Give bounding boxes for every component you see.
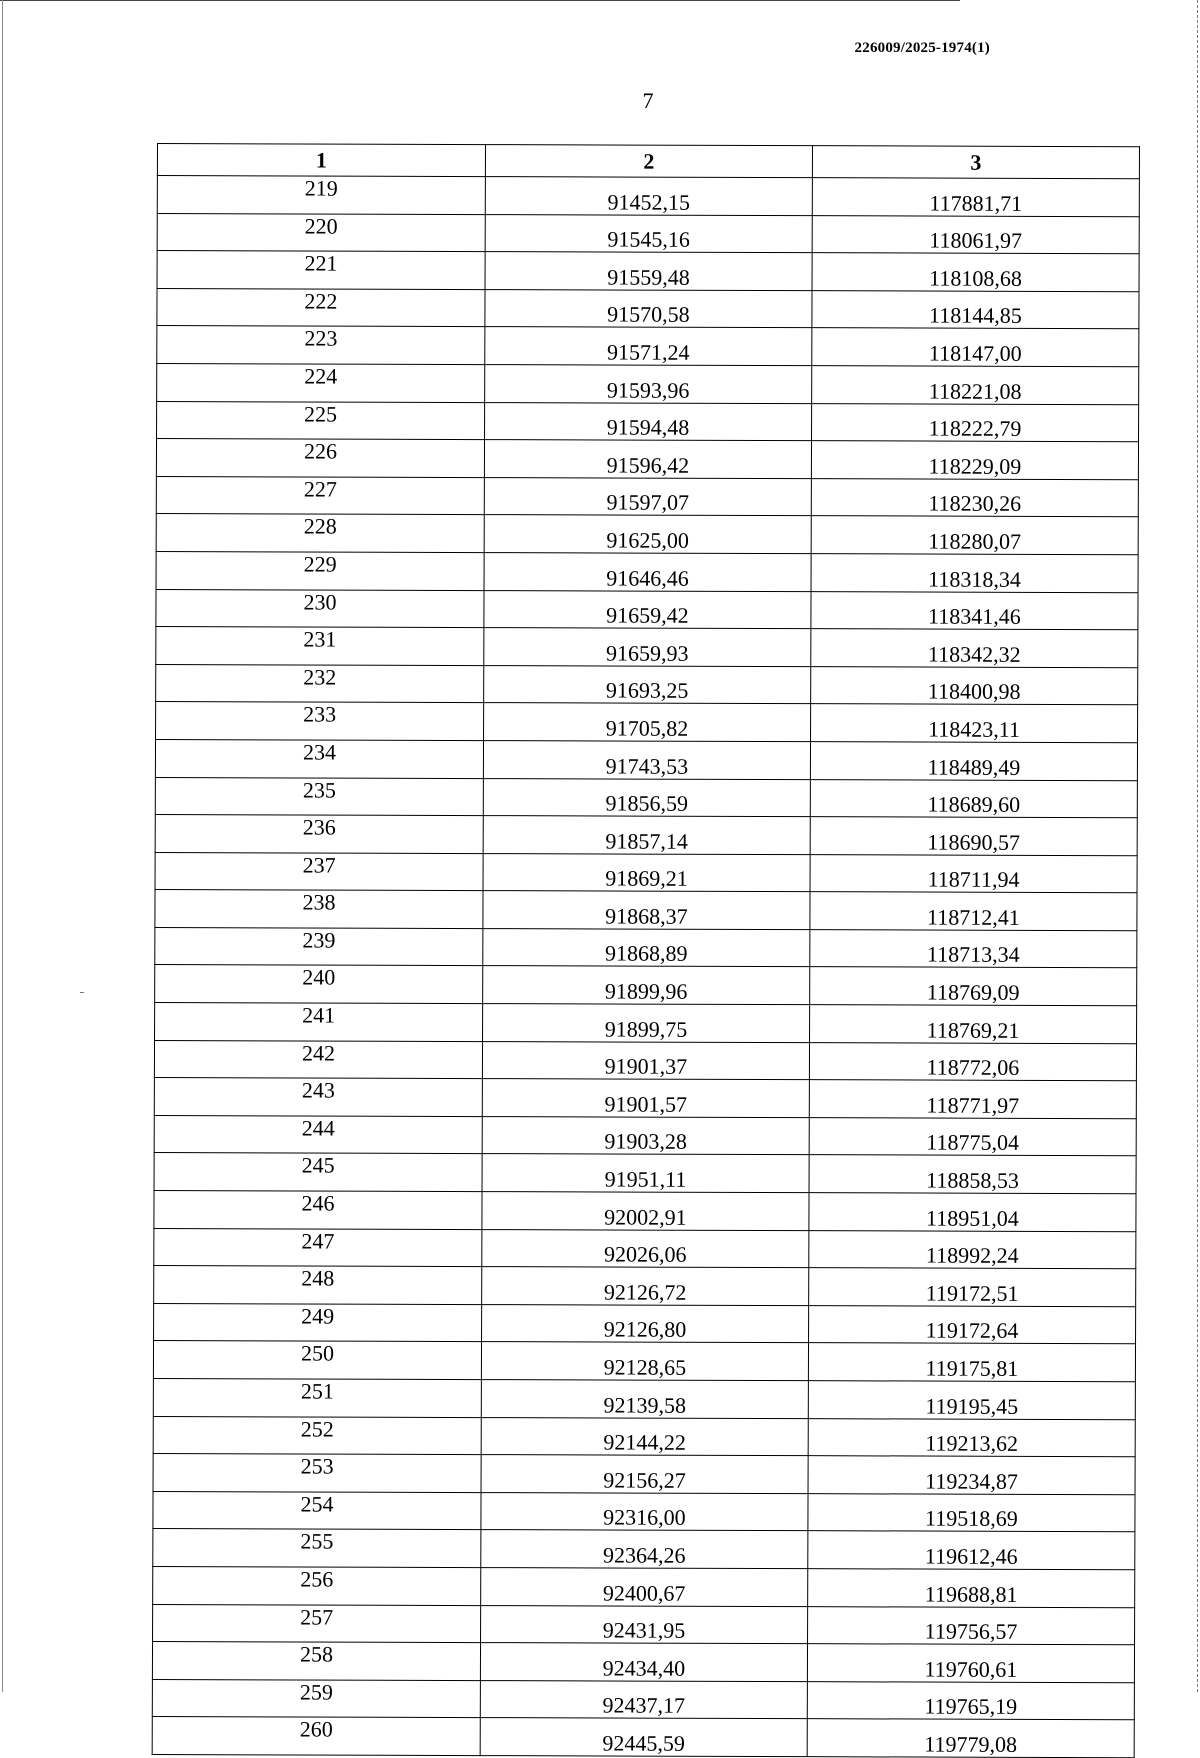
document-number: 226009/2025-1974(1) [854,40,990,56]
table-row [155,777,1137,818]
value-cell-2: 91899,96 [483,966,810,1005]
value-cell-3: 119213,62 [808,1418,1135,1457]
table-row [155,890,1137,931]
row-number-cell: 224 [157,363,485,402]
table-row [153,1491,1135,1532]
table-row [156,551,1138,592]
table-header-row [157,144,1139,179]
table-row [157,176,1139,217]
table-row [153,1378,1135,1419]
value-cell-3: 118690,57 [810,817,1137,856]
value-cell-2: 92002,91 [482,1192,809,1231]
value-cell-3: 118713,34 [810,930,1137,969]
value-cell-3: 118711,94 [810,854,1137,893]
value-cell-3: 118280,07 [811,516,1138,555]
value-cell-3: 118858,53 [809,1155,1136,1194]
table-row [157,326,1139,367]
row-number-cell: 256 [153,1566,481,1605]
value-cell-2: 91594,48 [485,402,812,441]
table-row [156,627,1138,668]
value-cell-3: 118222,79 [812,403,1139,442]
value-cell-3: 118992,24 [809,1230,1136,1269]
table-row [153,1566,1135,1607]
value-cell-2: 91625,00 [484,515,811,554]
value-cell-3: 118342,32 [811,629,1138,668]
value-cell-2: 92434,40 [480,1643,807,1682]
table-row [156,664,1138,705]
value-cell-2: 92437,17 [480,1680,807,1719]
row-number-cell: 237 [155,852,483,891]
value-cell-2: 91596,42 [484,440,811,479]
value-cell-3: 119195,45 [808,1381,1135,1420]
row-number-cell: 244 [154,1115,482,1154]
table-row [157,401,1139,442]
table-row [153,1416,1135,1457]
value-cell-3: 118423,11 [811,704,1138,743]
table-row [155,852,1137,893]
table-row [155,927,1137,968]
value-cell-2: 92431,95 [481,1605,808,1644]
column-header-3: 3 [812,146,1139,179]
value-cell-2: 91593,96 [485,365,812,404]
top-scan-rule [0,0,960,1]
value-cell-3: 117881,71 [812,178,1139,217]
row-number-cell: 227 [156,476,484,515]
value-cell-2: 92126,72 [482,1267,809,1306]
table-row [155,1003,1137,1044]
value-cell-2: 91597,07 [484,477,811,516]
left-page-edge [2,0,3,1692]
value-cell-3: 118061,97 [812,215,1139,254]
value-cell-3: 118951,04 [809,1193,1136,1232]
row-number-cell: 223 [157,326,485,365]
right-page-edge [1197,0,1198,1692]
table-row [154,1078,1136,1119]
value-cell-3: 118712,41 [810,892,1137,931]
table-row [152,1679,1134,1720]
value-cell-3: 118769,21 [810,1005,1137,1044]
table-row [154,1040,1136,1081]
table-row [157,288,1139,329]
row-number-cell: 258 [152,1642,480,1681]
value-cell-3: 119688,81 [808,1569,1135,1608]
value-cell-3: 119175,81 [808,1343,1135,1382]
table-row [157,251,1139,292]
row-number-cell: 225 [157,401,485,440]
value-cell-3: 118771,97 [809,1080,1136,1119]
row-number-cell: 250 [153,1341,481,1380]
value-cell-3: 118144,85 [812,290,1139,329]
row-number-cell: 236 [155,815,483,854]
value-cell-2: 92128,65 [481,1342,808,1381]
row-number-cell: 238 [155,890,483,929]
row-number-cell: 242 [154,1040,482,1079]
row-number-cell: 249 [154,1303,482,1342]
row-number-cell: 233 [156,702,484,741]
table-row [152,1717,1134,1758]
value-cell-2: 91659,42 [484,590,811,629]
value-cell-2: 92445,59 [480,1718,807,1757]
value-cell-3: 118221,08 [812,366,1139,405]
table-row [156,514,1138,555]
table-row [156,589,1138,630]
column-header-2: 2 [485,145,812,178]
row-number-cell: 248 [154,1266,482,1305]
row-number-cell: 219 [157,176,485,215]
table-row [157,363,1139,404]
row-number-cell: 247 [154,1228,482,1267]
value-cell-2: 91868,37 [483,891,810,930]
value-cell-2: 91705,82 [484,703,811,742]
row-number-cell: 220 [157,213,485,252]
row-number-cell: 234 [155,739,483,778]
table-header [157,144,1139,179]
table-row [157,213,1139,254]
row-number-cell: 245 [154,1153,482,1192]
value-cell-3: 119234,87 [808,1456,1135,1495]
row-number-cell: 229 [156,551,484,590]
table-row [154,1228,1136,1269]
row-number-cell: 240 [155,965,483,1004]
table-row [155,815,1137,856]
table-row [154,1115,1136,1156]
table-row [154,1191,1136,1232]
scan-artifact-mark [80,992,84,993]
page-number: 7 [642,88,654,113]
value-cell-2: 92126,80 [482,1304,809,1343]
value-cell-3: 119760,61 [807,1644,1134,1683]
value-cell-3: 119172,64 [809,1305,1136,1344]
table-row [153,1454,1135,1495]
value-cell-2: 91899,75 [483,1004,810,1043]
value-cell-2: 91901,37 [482,1041,809,1080]
value-cell-2: 91951,11 [482,1154,809,1193]
row-number-cell: 241 [155,1003,483,1042]
row-number-cell: 230 [156,589,484,628]
row-number-cell: 257 [153,1604,481,1643]
value-cell-3: 118689,60 [810,779,1137,818]
value-cell-3: 118108,68 [812,253,1139,292]
row-number-cell: 235 [155,777,483,816]
table-row [156,439,1138,480]
table-row [156,702,1138,743]
value-cell-2: 92144,22 [481,1417,808,1456]
value-cell-2: 91452,15 [485,177,812,216]
value-cell-3: 119779,08 [807,1719,1134,1758]
value-cell-2: 92139,58 [481,1380,808,1419]
value-cell-2: 91868,89 [483,928,810,967]
value-cell-3: 119765,19 [807,1681,1134,1720]
value-cell-2: 91693,25 [484,665,811,704]
table-row [156,476,1138,517]
table-row [152,1642,1134,1683]
value-cell-2: 91559,48 [485,252,812,291]
value-cell-2: 92156,27 [481,1455,808,1494]
value-cell-3: 119518,69 [808,1493,1135,1532]
value-cell-2: 91869,21 [483,853,810,892]
value-cell-2: 92316,00 [481,1492,808,1531]
value-cell-2: 91659,93 [484,628,811,667]
value-cell-3: 118400,98 [811,666,1138,705]
value-cell-3: 118772,06 [809,1042,1136,1081]
table-row [154,1266,1136,1307]
value-cell-2: 92400,67 [481,1568,808,1607]
row-number-cell: 255 [153,1529,481,1568]
value-cell-3: 118318,34 [811,554,1138,593]
value-cell-3: 118341,46 [811,591,1138,630]
row-number-cell: 228 [156,514,484,553]
value-cell-3: 118769,09 [810,967,1137,1006]
value-cell-2: 91856,59 [483,778,810,817]
value-cell-3: 118489,49 [810,742,1137,781]
table-row [154,1153,1136,1194]
table-row [154,1303,1136,1344]
value-cell-2: 91646,46 [484,553,811,592]
row-number-cell: 232 [156,664,484,703]
value-cell-2: 92026,06 [482,1229,809,1268]
row-number-cell: 226 [156,439,484,478]
table-row [155,739,1137,780]
value-cell-3: 118147,00 [812,328,1139,367]
row-number-cell: 239 [155,927,483,966]
table-row [153,1604,1135,1645]
value-cell-2: 91571,24 [485,327,812,366]
row-number-cell: 259 [152,1679,480,1718]
value-cell-2: 91570,58 [485,289,812,328]
value-cell-3: 118229,09 [811,441,1138,480]
table-row [153,1529,1135,1570]
row-number-cell: 222 [157,288,485,327]
row-number-cell: 221 [157,251,485,290]
row-number-cell: 254 [153,1491,481,1530]
value-cell-3: 119612,46 [808,1531,1135,1570]
row-number-cell: 260 [152,1717,480,1756]
coordinates-table [152,143,1140,1758]
value-cell-2: 91743,53 [483,740,810,779]
value-cell-3: 118230,26 [811,478,1138,517]
row-number-cell: 231 [156,627,484,666]
row-number-cell: 243 [154,1078,482,1117]
value-cell-3: 119756,57 [808,1606,1135,1645]
value-cell-3: 118775,04 [809,1118,1136,1157]
table-row [155,965,1137,1006]
column-header-1: 1 [157,144,485,177]
row-number-cell: 246 [154,1191,482,1230]
row-number-cell: 252 [153,1416,481,1455]
value-cell-2: 91545,16 [485,214,812,253]
value-cell-2: 91857,14 [483,816,810,855]
value-cell-2: 92364,26 [481,1530,808,1569]
table-row [153,1341,1135,1382]
value-cell-3: 119172,51 [809,1268,1136,1307]
row-number-cell: 251 [153,1378,481,1417]
value-cell-2: 91901,57 [482,1079,809,1118]
table-body [152,176,1139,1758]
value-cell-2: 91903,28 [482,1116,809,1155]
row-number-cell: 253 [153,1454,481,1493]
